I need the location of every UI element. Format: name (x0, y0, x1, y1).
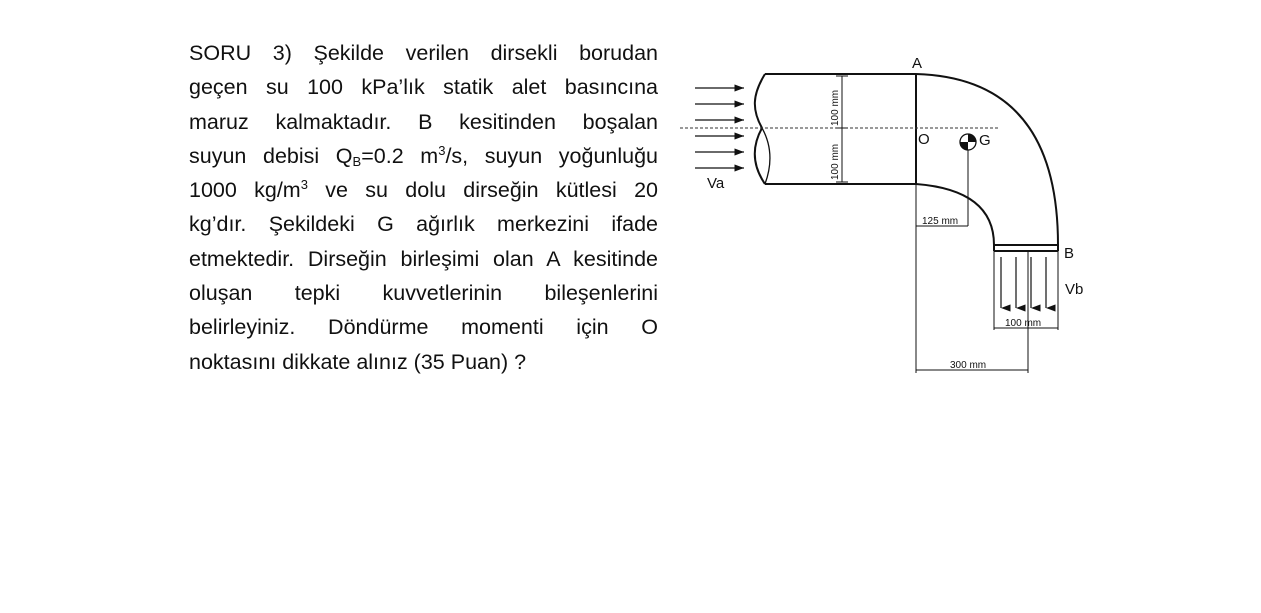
dim-300: 300 mm (950, 360, 987, 371)
label-vb: Vb (1065, 281, 1084, 298)
elbow-pipe-figure (670, 40, 1090, 380)
label-a: A (912, 55, 923, 72)
dim-lower-height: 100 mm (830, 143, 841, 180)
question-text (189, 36, 658, 379)
question-line: noktasını dikkate alınız (35 Puan) ? (189, 349, 527, 374)
dim-upper-height: 100 mm (830, 89, 841, 126)
question-line: 1000 $kg/m^3$ ve su dolu dirseğin kütlesi 20 (189, 177, 658, 203)
pipe-outline (755, 74, 1058, 251)
label-g: G (979, 132, 991, 149)
question-line: SORU 3) Şekilde verilen dirsekli borudan (189, 41, 658, 65)
outlet-flow-arrows (1001, 257, 1046, 308)
label-o: O (918, 131, 930, 148)
centroid-g-symbol (960, 134, 976, 150)
label-b: B (1064, 245, 1075, 262)
dim-outlet-100: 100 mm (1005, 318, 1042, 329)
question-line: maruz kalmaktadır. B kesitinden boşalan (189, 109, 658, 134)
question-line: belirleyiniz. Döndürme momenti için O (189, 315, 658, 340)
dim-125: 125 mm (922, 216, 959, 227)
question-line: etmektedir. Dirseğin birleşimi olan A kesitinde (189, 246, 658, 271)
horizontal-dimensions (916, 226, 1058, 370)
question-line: oluşan tepki kuvvetlerinin bileşenlerini (189, 281, 658, 306)
question-line: kg’dır. Şekildeki G ağırlık merkezini ifade (189, 212, 658, 237)
question-line: geçen su 100 kPa’lık statik alet basıncına (189, 75, 658, 100)
label-va: Va (707, 175, 725, 192)
question-line: suyun debisi $Q_B=0.2$ $m^3/s$, suyun yoğunluğu (189, 142, 659, 169)
